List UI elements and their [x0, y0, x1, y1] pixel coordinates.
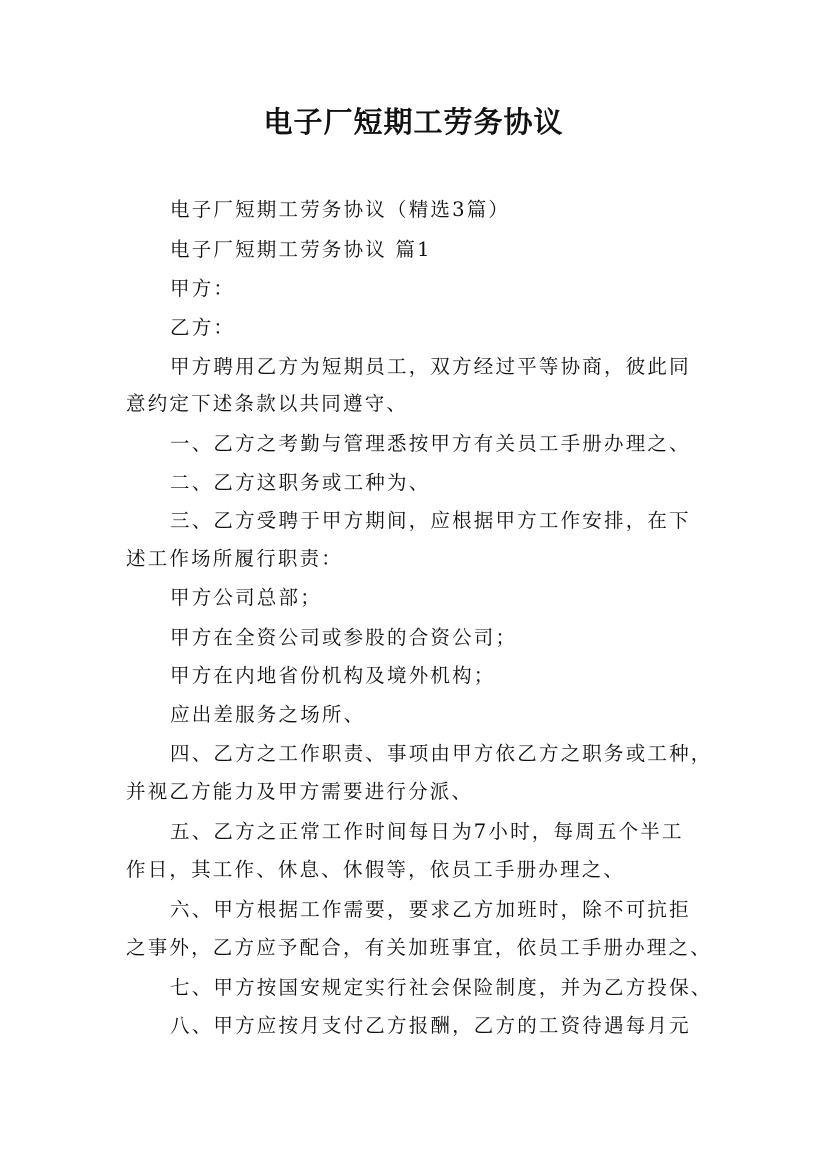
- list-item-line: 甲方公司总部；: [170, 586, 322, 609]
- clause-line: 二、乙方这职务或工种为、: [170, 471, 431, 494]
- paragraph-line: 甲方聘用乙方为短期员工，双方经过平等协商，彼此同: [170, 355, 691, 378]
- party-b-line: 乙方：: [170, 316, 236, 339]
- clause-line: 六、甲方根据工作需要，要求乙方加班时，除不可抗拒: [170, 898, 691, 921]
- clause-line: 之事外，乙方应予配合，有关加班事宜，依员工手册办理之、: [126, 936, 712, 959]
- party-a-line: 甲方：: [170, 277, 236, 300]
- clause-line: 三、乙方受聘于甲方期间，应根据甲方工作安排，在下: [170, 509, 691, 532]
- clause-line: 并视乙方能力及甲方需要进行分派、: [126, 780, 474, 803]
- section-heading-line: 电子厂短期工劳务协议 篇1: [170, 238, 432, 261]
- list-item-line: 甲方在全资公司或参股的合资公司；: [170, 626, 518, 649]
- clause-line: 八、甲方应按月支付乙方报酬，乙方的工资待遇每月元: [170, 1014, 691, 1037]
- clause-line: 作日，其工作、休息、休假等，依员工手册办理之、: [126, 858, 626, 881]
- clause-line: 五、乙方之正常工作时间每日为7小时，每周五个半工: [170, 820, 684, 843]
- list-item-line: 应出差服务之场所、: [170, 703, 366, 726]
- list-item-line: 甲方在内地省份机构及境外机构；: [170, 664, 496, 687]
- clause-line: 一、乙方之考勤与管理悉按甲方有关员工手册办理之、: [170, 432, 691, 455]
- paragraph-line: 意约定下述条款以共同遵守、: [126, 392, 409, 415]
- subtitle-line: 电子厂短期工劳务协议（精选3篇）: [170, 198, 511, 221]
- document-title: 电子厂短期工劳务协议: [263, 105, 564, 139]
- clause-line: 述工作场所履行职责：: [126, 547, 344, 570]
- clause-line: 七、甲方按国安规定实行社会保险制度，并为乙方投保、: [170, 976, 713, 999]
- clause-line: 四、乙方之工作职责、事项由甲方依乙方之职务或工种，: [170, 742, 713, 765]
